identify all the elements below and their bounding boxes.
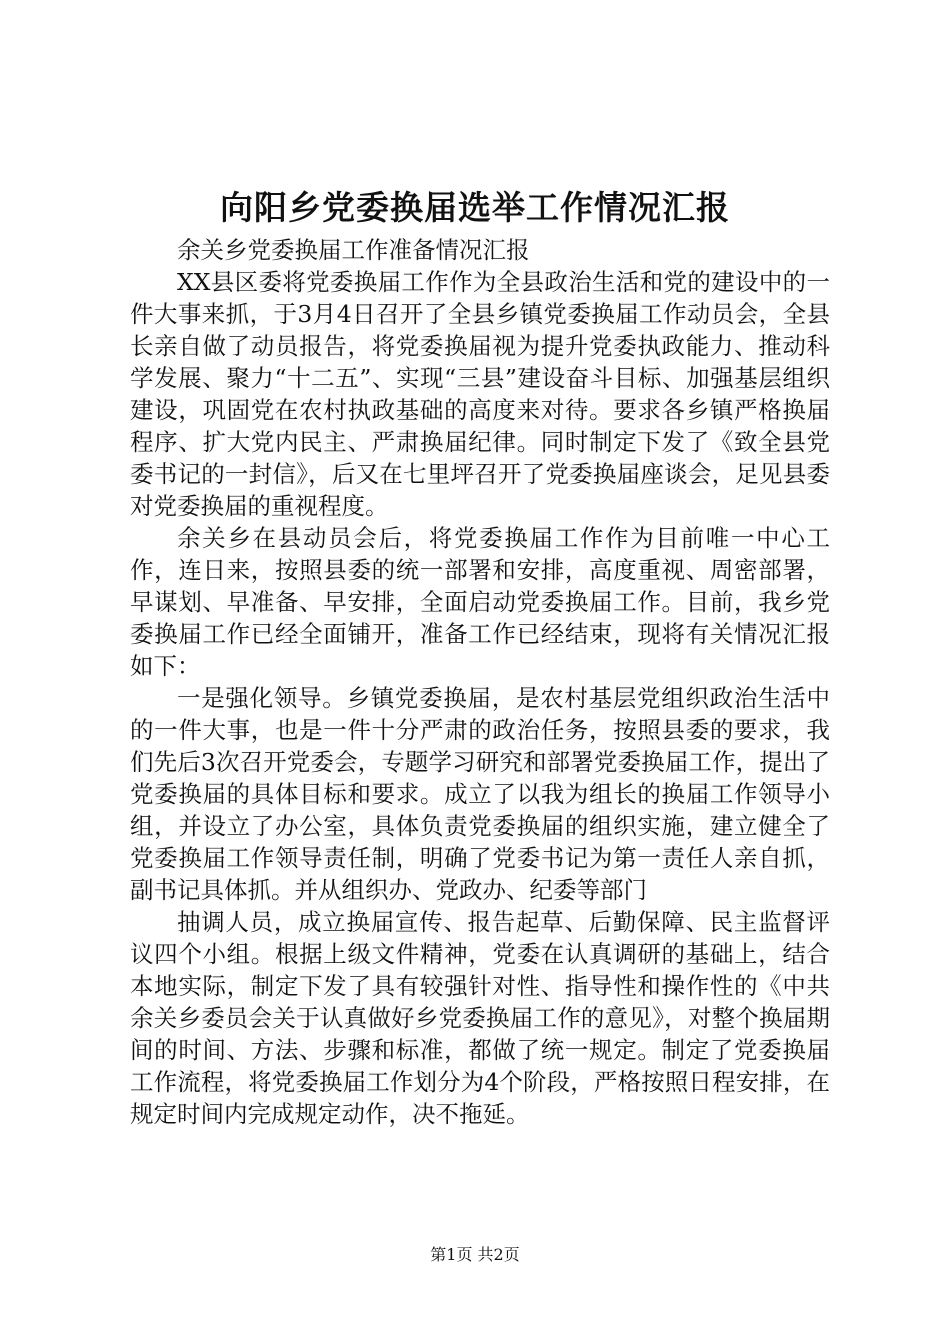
document-title: 向阳乡党委换届选举工作情况汇报 (220, 188, 730, 227)
paragraph: 抽调人员，成立换届宣传、报告起草、后勤保障、民主监督评议四个小组。根据上级文件精神，党委在认真调研的基础上，结合本地实际，制定下发了具有较强针对性、指导性和操作性的《中共余关乡委员会关于认真做好乡党委换届工作的意见》，对整个换届期间的时间、方法、步骤和标准，都做了统一规定。制定了党委换届工作流程，将党委换届工作划分为4个阶段，严格按照日程安排，在规定时间内完成规定动作，决不拖延。 (130, 908, 830, 1128)
paragraph: 余关乡在县动员会后，将党委换届工作作为目前唯一中心工作，连日来，按照县委的统一部署和安排，高度重视、周密部署，早谋划、早准备、早安排，全面启动党委换届工作。目前，我乡党委换届工作已经全面铺开，准备工作已经结束，现将有关情况汇报如下： (130, 524, 830, 680)
document-body (130, 234, 830, 1130)
page-number-footer: 第1页 共2页 (430, 1245, 520, 1264)
paragraph: XX县区委将党委换届工作作为全县政治生活和党的建设中的一件大事来抓，于3月4日召开了全县乡镇党委换届工作动员会，全县长亲自做了动员报告，将党委换届视为提升党委执政能力、推动科学发展、聚力“十二五”、实现“三县”建设奋斗目标、加强基层组织建设，巩固党在农村执政基础的高度来对待。要求各乡镇严格换届程序、扩大党内民主、严肃换届纪律。同时制定下发了《致全县党委书记的一封信》，后又在七里坪召开了党委换届座谈会，足见县委对党委换届的重视程度。 (130, 268, 830, 520)
paragraph-subtitle: 余关乡党委换届工作准备情况汇报 (177, 236, 530, 264)
paragraph: 一是强化领导。乡镇党委换届，是农村基层党组织政治生活中的一件大事，也是一件十分严肃的政治任务，按照县委的要求，我们先后3次召开党委会，专题学习研究和部署党委换届工作，提出了党委换届的具体目标和要求。成立了以我为组长的换届工作领导小组，并设立了办公室，具体负责党委换届的组织实施，建立健全了党委换届工作领导责任制，明确了党委书记为第一责任人亲自抓，副书记具体抓。并从组织办、党政办、纪委等部门 (130, 684, 830, 904)
